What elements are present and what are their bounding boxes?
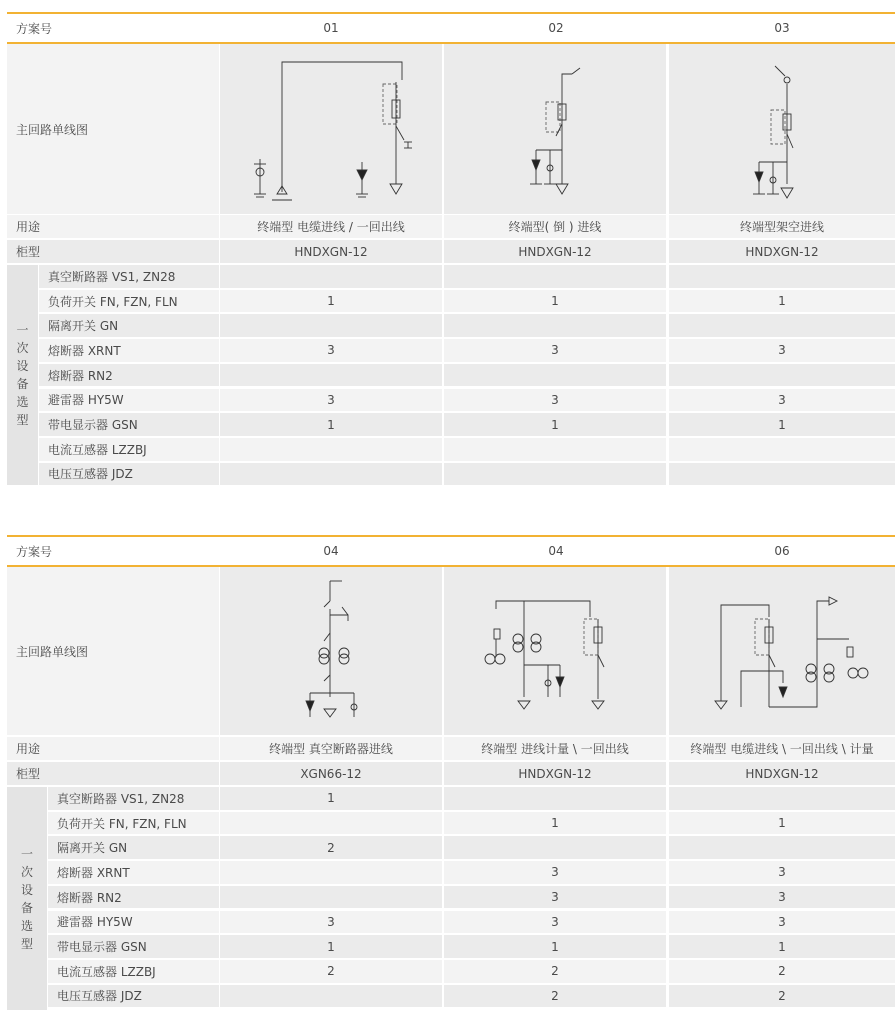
equipment-quantity (220, 314, 442, 337)
equipment-row (7, 314, 895, 337)
cabinet-value: HNDXGN-12 (669, 762, 895, 785)
cabinet-label: 柜型 (7, 240, 219, 263)
equipment-quantity: 1 (444, 290, 666, 313)
usage-value: 终端型 进线计量 \ 一回出线 (444, 737, 666, 760)
cabinet-value: HNDXGN-12 (444, 240, 666, 263)
equipment-quantity: 2 (220, 960, 442, 983)
equipment-quantity (444, 463, 666, 486)
equipment-group-label: 一 次 设 备 选 型 (7, 265, 38, 485)
equipment-row (7, 886, 895, 909)
equipment-row (7, 339, 895, 362)
diagram-label: 主回路单线图 (7, 44, 219, 214)
header-label: 方案号 (16, 544, 53, 559)
scheme-code: 03 (774, 21, 790, 35)
usage-row (7, 737, 895, 760)
equipment-quantity: 3 (669, 861, 895, 884)
equipment-quantity (444, 265, 666, 288)
equipment-row (7, 960, 895, 983)
diagram-row (7, 567, 895, 735)
equipment-quantity (444, 787, 666, 810)
equipment-quantity (220, 861, 442, 884)
equipment-quantity (444, 438, 666, 461)
usage-value: 终端型架空进线 (669, 215, 895, 238)
cabinet-row (7, 240, 895, 263)
equipment-name: 电流互感器 LZZBJ (48, 960, 219, 983)
equipment-quantity: 2 (444, 985, 666, 1008)
equipment-row (7, 812, 895, 835)
cabinet-value: XGN66-12 (220, 762, 442, 785)
equipment-quantity: 3 (669, 886, 895, 909)
single-line-diagram-01 (220, 44, 442, 214)
equipment-name: 负荷开关 FN, FZN, FLN (48, 812, 219, 835)
equipment-quantity: 3 (669, 339, 895, 362)
equipment-group-label: 一 次 设 备 选 型 (7, 787, 47, 1010)
equipment-quantity (220, 364, 442, 387)
equipment-quantity (444, 836, 666, 859)
cabinet-label: 柜型 (7, 762, 219, 785)
scheme-code: 01 (323, 21, 339, 35)
equipment-quantity (669, 314, 895, 337)
equipment-row (7, 413, 895, 436)
equipment-quantity (669, 787, 895, 810)
equipment-name: 真空断路器 VS1, ZN28 (48, 787, 219, 810)
equipment-name: 电压互感器 JDZ (48, 985, 219, 1008)
equipment-quantity (669, 438, 895, 461)
equipment-name: 隔离开关 GN (48, 836, 219, 859)
equipment-quantity: 3 (444, 886, 666, 909)
equipment-name: 隔离开关 GN (39, 314, 219, 337)
equipment-row (7, 861, 895, 884)
equipment-quantity: 3 (669, 389, 895, 412)
equipment-quantity (669, 463, 895, 486)
usage-value: 终端型 真空断路器进线 (220, 737, 442, 760)
equipment-quantity: 2 (669, 960, 895, 983)
equipment-quantity: 1 (669, 290, 895, 313)
diagram-row (7, 44, 895, 214)
usage-row (7, 215, 895, 238)
equipment-name: 电压互感器 JDZ (39, 463, 219, 486)
scheme-code: 04 (548, 544, 564, 558)
equipment-name: 熔断器 RN2 (39, 364, 219, 387)
equipment-quantity (220, 812, 442, 835)
usage-label: 用途 (7, 215, 219, 238)
cabinet-value: HNDXGN-12 (669, 240, 895, 263)
scheme-code: 04 (323, 544, 339, 558)
usage-value: 终端型( 倒 ) 进线 (444, 215, 666, 238)
equipment-quantity: 3 (444, 861, 666, 884)
equipment-row (7, 364, 895, 387)
scheme-code: 02 (548, 21, 564, 35)
equipment-quantity (669, 265, 895, 288)
equipment-quantity: 1 (220, 290, 442, 313)
equipment-quantity: 1 (220, 413, 442, 436)
equipment-quantity: 3 (444, 911, 666, 934)
equipment-row (7, 836, 895, 859)
equipment-row (7, 438, 895, 461)
equipment-quantity (220, 985, 442, 1008)
equipment-name: 熔断器 XRNT (48, 861, 219, 884)
equipment-quantity: 3 (669, 911, 895, 934)
equipment-row (7, 389, 895, 412)
equipment-row (7, 290, 895, 313)
equipment-quantity (669, 836, 895, 859)
equipment-quantity (220, 886, 442, 909)
equipment-row (7, 985, 895, 1008)
usage-value: 终端型 电缆进线 \ 一回出线 \ 计量 (669, 737, 895, 760)
equipment-quantity (669, 364, 895, 387)
equipment-quantity: 2 (444, 960, 666, 983)
equipment-name: 熔断器 RN2 (48, 886, 219, 909)
equipment-quantity: 2 (669, 985, 895, 1008)
equipment-name: 避雷器 HY5W (48, 911, 219, 934)
equipment-row (7, 787, 895, 810)
equipment-quantity: 3 (220, 911, 442, 934)
cabinet-row (7, 762, 895, 785)
equipment-quantity: 1 (444, 935, 666, 958)
single-line-diagram-04a (220, 567, 442, 735)
equipment-quantity: 3 (220, 339, 442, 362)
single-line-diagram-06 (669, 567, 895, 735)
single-line-diagram-03 (669, 44, 895, 214)
equipment-row (7, 463, 895, 486)
header-label: 方案号 (16, 21, 53, 36)
equipment-name: 带电显示器 GSN (48, 935, 219, 958)
usage-label: 用途 (7, 737, 219, 760)
equipment-quantity: 1 (669, 812, 895, 835)
equipment-quantity (444, 314, 666, 337)
header-row (7, 537, 895, 565)
equipment-name: 负荷开关 FN, FZN, FLN (39, 290, 219, 313)
equipment-quantity (220, 438, 442, 461)
equipment-name: 避雷器 HY5W (39, 389, 219, 412)
equipment-name: 电流互感器 LZZBJ (39, 438, 219, 461)
usage-value: 终端型 电缆进线 / 一回出线 (220, 215, 442, 238)
equipment-row (7, 911, 895, 934)
single-line-diagram-04b (444, 567, 666, 735)
equipment-quantity: 3 (444, 389, 666, 412)
equipment-name: 带电显示器 GSN (39, 413, 219, 436)
equipment-quantity (220, 265, 442, 288)
equipment-quantity: 3 (444, 339, 666, 362)
cabinet-value: HNDXGN-12 (444, 762, 666, 785)
cabinet-value: HNDXGN-12 (220, 240, 442, 263)
equipment-quantity: 1 (669, 935, 895, 958)
equipment-quantity (444, 364, 666, 387)
equipment-quantity: 1 (220, 787, 442, 810)
equipment-name: 真空断路器 VS1, ZN28 (39, 265, 219, 288)
equipment-quantity: 1 (220, 935, 442, 958)
equipment-row (7, 265, 895, 288)
equipment-quantity: 1 (444, 812, 666, 835)
single-line-diagram-02 (444, 44, 666, 214)
equipment-quantity: 1 (669, 413, 895, 436)
equipment-row (7, 935, 895, 958)
equipment-quantity: 1 (444, 413, 666, 436)
equipment-name: 熔断器 XRNT (39, 339, 219, 362)
diagram-label: 主回路单线图 (7, 567, 219, 735)
equipment-quantity: 2 (220, 836, 442, 859)
scheme-code: 06 (774, 544, 790, 558)
header-row (7, 14, 895, 42)
equipment-quantity: 3 (220, 389, 442, 412)
equipment-quantity (220, 463, 442, 486)
